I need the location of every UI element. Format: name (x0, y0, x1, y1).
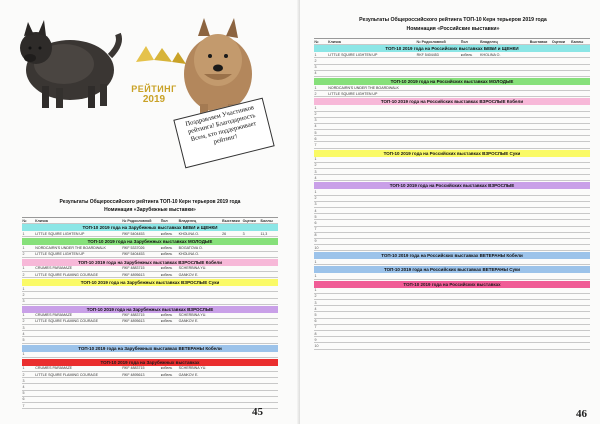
table-cell: Выставки (529, 39, 548, 44)
table-cell: Оценки (242, 218, 256, 223)
table-cell: 1 (314, 189, 317, 194)
table-cell: кобель (160, 266, 173, 271)
table-cell: 5 (314, 214, 317, 219)
table-row (22, 272, 278, 278)
table-cell: SCHERBINA YU. (178, 266, 207, 271)
table-cell: 3 (242, 231, 245, 236)
table-cell: 2 (22, 292, 25, 297)
section-title: ТОП-10 2019 года на Российских выставках (314, 281, 590, 288)
russian-shows-table (314, 38, 590, 350)
table-cell: 8 (314, 331, 317, 336)
table-cell: 3 (22, 299, 25, 304)
table-cell: 1 (314, 105, 317, 110)
table-cell: 9 (314, 239, 317, 244)
table-cell: 1 (314, 259, 317, 264)
table-cell: Оценки (551, 39, 566, 44)
table-row (314, 245, 590, 251)
dark-terrier-photo (20, 20, 119, 108)
table-cell: 4 (22, 331, 25, 336)
table-cell: Кличка (328, 39, 341, 44)
table-cell: 10 (314, 343, 319, 348)
table-cell: 1 (22, 245, 25, 250)
table-cell: CRUMB'S PARAMAZE (35, 266, 73, 271)
table-cell: 1 (22, 286, 25, 291)
table-cell: LITTLE SQUIRE LIGHTEN UP (35, 252, 85, 257)
table-cell: NORDCAIRN'S UNDER THE BOARDWALK (328, 85, 399, 90)
table-cell: RKF 4883715 (122, 266, 145, 271)
table-cell: RKF 4895613 (122, 272, 145, 277)
table-cell: GANKOV E. (178, 319, 199, 324)
section-title: ТОП-10 2019 года на Российских выставках ВЗРОСЛЫЕ Кобели (314, 98, 590, 105)
table-cell: KHOLINA O. (178, 231, 199, 236)
rating-year: 2019 (142, 94, 166, 105)
table-cell: LITTLE SQUIRE FLAMING COURAGE (35, 372, 98, 377)
table-cell: 7 (22, 403, 25, 408)
table-cell: 1 (22, 366, 25, 371)
table-cell: кобель (160, 366, 173, 371)
foreign-shows-table (22, 217, 278, 409)
table-cell: KHOLINA O. (178, 252, 199, 257)
right-doc-title: Результаты Общероссийского рейтинга ТОП-10 Керн терьеров 2019 года (359, 17, 547, 23)
table-cell: GANKOV E. (178, 272, 199, 277)
table-cell: SCHERBINA YU. (178, 366, 207, 371)
table-row (22, 352, 278, 358)
section-title: ТОП-10 2019 года на Российских выставках ВЗРОСЛЫЕ Суки (314, 150, 590, 157)
table-cell: кобель (460, 52, 473, 57)
table-cell: 2 (22, 372, 25, 377)
table-row (314, 91, 590, 97)
right-doc-subtitle: Номинация «Российские выставки» (406, 26, 500, 32)
rating-badge (136, 46, 186, 64)
table-cell: LITTLE SQUIRE LIGHTEN UP (35, 231, 85, 236)
table-row (314, 142, 590, 148)
table-cell: № Родословной (122, 218, 152, 223)
table-cell: кобель (160, 252, 173, 257)
table-row (22, 403, 278, 409)
page-number-right: 46 (576, 408, 587, 420)
table-cell: RKF 5337026 (122, 245, 145, 250)
table-header (314, 38, 590, 45)
table-cell: 7 (314, 143, 317, 148)
table-cell: Владелец (480, 39, 498, 44)
table-cell: GANKOV E. (178, 372, 199, 377)
table-cell: Владелец (178, 218, 197, 223)
section-title: ТОП-10 2019 года на Зарубежных выставках БЕБИ и ЩЕНКИ (22, 224, 278, 231)
table-cell: 2 (314, 163, 317, 168)
table-cell: LITTLE SQUIRE FLAMING COURAGE (35, 272, 98, 277)
table-cell: 1 (22, 266, 25, 271)
table-cell: RKF 5404453 (416, 52, 439, 57)
table-row (22, 337, 278, 343)
section-title: ТОП-10 2019 года на Зарубежных выставках ВЗРОСЛЫЕ Суки (22, 279, 278, 286)
table-cell: 4 (22, 384, 25, 389)
table-cell: 9 (314, 337, 317, 342)
section-title: ТОП-10 2019 года на Зарубежных выставках ВЗРОСЛЫЕ (22, 306, 278, 313)
table-cell: 3 (22, 325, 25, 330)
table-cell: 3 (314, 65, 317, 70)
table-cell: 2 (314, 91, 317, 96)
table-cell: RKF 4895613 (122, 372, 145, 377)
table-cell: 1 (314, 288, 317, 293)
table-cell: 2 (22, 252, 25, 257)
table-cell: NORDCAIRN'S UNDER THE BOARDWALK (35, 245, 106, 250)
table-cell: 1 (22, 352, 25, 357)
table-cell: 1 (314, 85, 317, 90)
section-title: ТОП-10 2019 года на Зарубежных выставках МОЛОДЫЕ (22, 238, 278, 245)
section-title: ТОП-10 2019 года на Зарубежных выставках (22, 359, 278, 366)
table-cell: 1 (314, 157, 317, 162)
rating-badge-text (124, 84, 184, 105)
page-number-left: 45 (252, 406, 263, 418)
table-cell: 2 (314, 112, 317, 117)
table-row (314, 273, 590, 279)
table-cell: LITTLE SQUIRE FLAMING COURAGE (35, 319, 98, 324)
section-title: ТОП-10 2019 года на Российских выставках БЕБИ и ЩЕНКИ (314, 45, 590, 52)
congratulations-note: Поздравляем Участников рейтинга! Благодарность Всем, кто поддерживает рейтинг! (173, 98, 274, 169)
table-row (314, 343, 590, 349)
table-cell: 4 (314, 124, 317, 129)
table-cell: Баллы (571, 39, 584, 44)
table-cell: 4 (314, 208, 317, 213)
table-cell: 5 (22, 338, 25, 343)
table-cell: 3 (314, 300, 317, 305)
table-cell: RKF 4883715 (122, 366, 145, 371)
table-cell: 4 (314, 306, 317, 311)
table-cell: кобель (160, 313, 173, 318)
section-title: ТОП-10 2019 года на Зарубежных выставках ВЕТЕРАНЫ Кобели (22, 345, 278, 352)
table-row (314, 175, 590, 181)
table-cell: CRUMB'S PARAMAZE (35, 313, 73, 318)
table-cell: № (314, 39, 319, 44)
table-cell: 5 (314, 130, 317, 135)
table-cell: 3 (314, 202, 317, 207)
table-cell: 2 (314, 294, 317, 299)
table-cell: 7 (314, 325, 317, 330)
table-cell: RKF 4895613 (122, 319, 145, 324)
table-cell: 1 (314, 274, 317, 279)
table-cell: CRUMB'S PARAMAZE (35, 366, 73, 371)
table-cell: 7 (314, 227, 317, 232)
table-cell: кобель (160, 245, 173, 250)
table-cell: 6 (314, 136, 317, 141)
table-cell: 4 (314, 71, 317, 76)
table-cell: 26 (222, 231, 227, 236)
table-cell: кобель (160, 372, 173, 377)
table-cell: Выставки (222, 218, 240, 223)
table-cell: кобель (160, 319, 173, 324)
table-cell: 5 (314, 312, 317, 317)
section-title: ТОП-10 2019 года на Российских выставках ВЗРОСЛЫЕ (314, 182, 590, 189)
right-page (300, 0, 600, 424)
table-cell: 6 (314, 319, 317, 324)
table-cell: SCHERBINA YU. (178, 313, 207, 318)
table-cell: 1 (22, 313, 25, 318)
section-title: ТОП-10 2019 года на Российских выставках ВЕТЕРАНЫ Кобели (314, 252, 590, 259)
table-cell: Пол (160, 218, 168, 223)
left-doc-subtitle: Номинация «Зарубежные выставки» (104, 207, 196, 213)
table-cell: 10 (314, 245, 319, 250)
table-row (22, 299, 278, 305)
table-row (22, 252, 278, 258)
left-doc-title: Результаты Общероссийского рейтинга ТОП-10 Керн терьеров 2019 года (59, 199, 241, 205)
table-cell: 6 (314, 220, 317, 225)
table-cell: кобель (160, 231, 173, 236)
section-title: ТОП-10 2019 года на Российских выставках МОЛОДЫЕ (314, 78, 590, 85)
table-cell: Кличка (35, 218, 48, 223)
table-cell: 8 (314, 233, 317, 238)
table-cell: 1 (314, 52, 317, 57)
table-cell: LITTLE SQUIRE LIGHTEN UP (328, 52, 378, 57)
table-cell: 2 (22, 319, 25, 324)
table-cell: № Родословной (416, 39, 446, 44)
table-cell: 3 (314, 118, 317, 123)
table-cell: LITTLE SQUIRE LIGHTEN UP (328, 91, 378, 96)
table-cell: 2 (314, 196, 317, 201)
table-cell: 5 (22, 391, 25, 396)
table-cell: 2 (314, 58, 317, 63)
table-cell: RKF 5404453 (122, 252, 145, 257)
table-header (22, 217, 278, 224)
table-cell: BOGATOVA O. (178, 245, 203, 250)
table-cell: № (22, 218, 27, 223)
table-row (314, 259, 590, 265)
rating-label: РЕЙТИНГ (131, 84, 177, 94)
table-row (314, 71, 590, 77)
table-cell: 3 (314, 169, 317, 174)
section-title: ТОП-10 2019 года на Зарубежных выставках ВЗРОСЛЫЕ Кобели (22, 259, 278, 266)
table-cell: RKF 5404453 (122, 231, 145, 236)
table-cell: кобель (160, 272, 173, 277)
table-row (22, 231, 278, 237)
table-cell: RKF 4883715 (122, 313, 145, 318)
table-cell: Баллы (260, 218, 273, 223)
table-cell: 6 (22, 397, 25, 402)
section-title: ТОП-10 2019 года на Российских выставках ВЕТЕРАНЫ Суки (314, 266, 590, 273)
table-cell: Пол (460, 39, 468, 44)
table-cell: KHOLINA O. (480, 52, 501, 57)
table-cell: 4 (314, 175, 317, 180)
table-cell: 2 (22, 272, 25, 277)
table-cell: 1 (22, 231, 25, 236)
table-cell: 3 (22, 378, 25, 383)
table-cell: 11,3 (260, 231, 268, 236)
